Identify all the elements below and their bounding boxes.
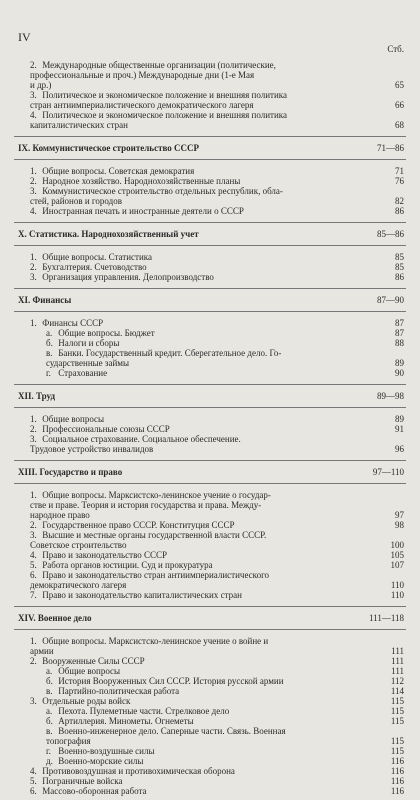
entry-page: 97 [395, 510, 404, 520]
entry-page: 111 [391, 656, 404, 666]
entry-number: 2. [30, 176, 37, 186]
entry-number: в. [46, 348, 53, 358]
section-title: XII. Труд [18, 391, 56, 401]
entry-number: 1. [30, 166, 37, 176]
entry-text: Финансы СССР [42, 318, 104, 328]
entry-number: а. [46, 666, 53, 676]
entry-text: Страхование [58, 368, 108, 378]
toc-entry [30, 490, 406, 520]
entry-number: д. [46, 756, 53, 766]
toc-entry [46, 368, 406, 378]
toc-entry [46, 676, 406, 686]
toc-entry [30, 434, 406, 454]
entry-text: Профессиональные союзы СССР [42, 424, 170, 434]
toc-entry [30, 272, 406, 282]
entry-number: 6. [30, 570, 37, 580]
entry-page: 86 [395, 206, 404, 216]
entry-number: 5. [30, 560, 37, 570]
entry-text: Организация управления. Делопроизводство [42, 272, 214, 282]
section-title: XI. Финансы [18, 295, 72, 305]
toc-entry [46, 328, 406, 338]
entry-text: Пехота. Пулеметные части. Стрелковое дело [58, 706, 230, 716]
entry-text: Общие вопросы. Статистика [42, 252, 153, 262]
entry-number: 2. [30, 424, 37, 434]
entry-number: 2. [30, 262, 37, 272]
section-heading [14, 136, 406, 160]
entry-text: Общие вопросы. Марксистско-ленинское учение о войне и армии [30, 636, 269, 656]
section-title: IX. Коммунистическое строительство СССР [18, 143, 200, 153]
section-pages: 85—86 [377, 229, 404, 239]
toc-entry [46, 716, 406, 726]
entry-text: Государственное право СССР. Конституция СССР [42, 520, 235, 530]
entry-page: 65 [395, 80, 404, 90]
entry-page: 89 [395, 358, 404, 368]
section-pages: 87—90 [377, 295, 404, 305]
entry-page: 115 [390, 706, 404, 716]
entry-page: 85 [395, 252, 404, 262]
entry-text: Противовоздушная и противохимическая оборона [42, 766, 235, 776]
toc-entry [30, 60, 406, 90]
entry-text: Коммунистическое строительство отдельных республик, обла- стей, районов и городов [30, 186, 283, 206]
toc-entry [46, 686, 406, 696]
toc-entry [46, 726, 406, 746]
toc-entry [46, 756, 406, 766]
entry-number: 6. [30, 786, 37, 796]
toc-entry [30, 424, 406, 434]
section-title: X. Статистика. Народнохозяйственный учет [18, 229, 199, 239]
entry-page: 88 [395, 338, 404, 348]
entry-text: Партийно-политическая работа [58, 686, 180, 696]
toc-entry [30, 696, 406, 706]
entry-text: Артиллерия. Минометы. Огнеметы [58, 716, 194, 726]
entry-page: 87 [395, 318, 404, 328]
entry-text: Политическое и экономическое положение и внешняя политика стран антиимпериалистического демократического лагеря [30, 90, 288, 110]
entry-page: 115 [390, 746, 404, 756]
entry-number: г. [46, 746, 51, 756]
entry-number: 7. [30, 590, 37, 600]
entry-page: 105 [390, 550, 404, 560]
entry-number: 1. [30, 252, 37, 262]
entry-number: 4. [30, 766, 37, 776]
entry-text: Налоги и сборы [58, 338, 120, 348]
entry-page: 91 [395, 424, 404, 434]
entry-number: 3. [30, 90, 37, 100]
entry-text: Общие вопросы. Марксистско-ленинское учение о государ- стве и праве. Теория и история государства и права. Между- народное право [30, 490, 271, 520]
entry-page: 116 [390, 786, 404, 796]
entry-page: 76 [395, 176, 404, 186]
entry-number: 3. [30, 530, 37, 540]
toc-entry [30, 206, 406, 216]
entry-number: 5. [30, 776, 37, 786]
entry-text: История Вооруженных Сил СССР. История русской армии [58, 676, 284, 686]
entry-number: 3. [30, 434, 37, 444]
entry-page: 82 [395, 196, 404, 206]
toc-entry [30, 766, 406, 776]
toc-entry [46, 348, 406, 368]
entry-number: 4. [30, 550, 37, 560]
entry-number: а. [46, 328, 53, 338]
entry-page: 90 [395, 368, 404, 378]
entry-text: Банки. Государственный кредит. Сберегательное дело. Го- сударственные займы [46, 348, 282, 368]
section-pages: 71—86 [377, 143, 404, 153]
toc-entry [30, 550, 406, 560]
toc-entry [30, 90, 406, 110]
section-heading [14, 222, 406, 246]
entry-page: 107 [390, 560, 404, 570]
section-title: XIV. Военное дело [18, 613, 92, 623]
entry-page: 110 [390, 580, 404, 590]
entry-page: 89 [395, 414, 404, 424]
entry-text: Общие вопросы [42, 414, 105, 424]
entry-number: 2. [30, 656, 37, 666]
entry-number: а. [46, 706, 53, 716]
page-number-roman: IV [18, 30, 31, 44]
entry-number: в. [46, 726, 53, 736]
entry-text: Общие вопросы [58, 666, 121, 676]
entry-page: 111 [391, 666, 404, 676]
toc-entry [46, 338, 406, 348]
entry-text: Политическое и экономическое положение и внешняя политика капиталистических стран [30, 110, 288, 130]
toc-entry [30, 570, 406, 590]
entry-text: Общие вопросы. Советская демократия [42, 166, 195, 176]
entry-page: 116 [390, 776, 404, 786]
entry-page: 110 [390, 590, 404, 600]
entry-page: 98 [395, 520, 404, 530]
section-pages: 89—98 [377, 391, 404, 401]
entry-text: Народное хозяйство. Народнохозяйственные планы [42, 176, 241, 186]
entry-number: 1. [30, 318, 37, 328]
entry-text: Отдельные роды войск [42, 696, 131, 706]
toc-entry [30, 318, 406, 328]
entry-page: 96 [395, 444, 404, 454]
entry-number: 1. [30, 490, 37, 500]
section-heading [14, 606, 406, 630]
entry-text: Международные общественные организации (политические, профессиональные и проч.) Международные дни (1-е Мая и др.) [30, 60, 276, 90]
entry-text: Военно-воздушные силы [58, 746, 155, 756]
entry-page: 87 [395, 328, 404, 338]
table-of-contents [14, 60, 406, 796]
entry-number: б. [46, 716, 53, 726]
toc-entry [30, 776, 406, 786]
toc-entry [30, 252, 406, 262]
toc-entry [30, 636, 406, 656]
entry-text: Право и законодательство капиталистических стран [42, 590, 242, 600]
entry-page: 115 [390, 696, 404, 706]
section-heading [14, 288, 406, 312]
entry-number: 1. [30, 414, 37, 424]
toc-entry [46, 746, 406, 756]
entry-number: 4. [30, 110, 37, 120]
entry-number: б. [46, 338, 53, 348]
section-pages: 111—118 [369, 613, 404, 623]
toc-entry [30, 656, 406, 666]
entry-number: г. [46, 368, 51, 378]
entry-page: 100 [390, 540, 404, 550]
section-heading [14, 384, 406, 408]
entry-number: в. [46, 686, 53, 696]
toc-entry [30, 166, 406, 176]
entry-page: 71 [395, 166, 404, 176]
entry-number: б. [46, 676, 53, 686]
toc-entry [30, 110, 406, 130]
entry-page: 116 [390, 766, 404, 776]
entry-page: 115 [390, 716, 404, 726]
entry-page: 116 [390, 756, 404, 766]
entry-number: 3. [30, 696, 37, 706]
entry-text: Право и законодательство СССР [42, 550, 168, 560]
entry-number: 3. [30, 272, 37, 282]
toc-entry [30, 520, 406, 530]
section-heading [14, 460, 406, 484]
entry-text: Бухгалтерия. Счетоводство [42, 262, 147, 272]
entry-number: 2. [30, 60, 37, 70]
toc-entry [30, 186, 406, 206]
entry-text: Военно-инженерное дело. Саперные части. Связь. Военная топография [46, 726, 286, 746]
toc-entry [30, 176, 406, 186]
entry-text: Право и законодательство стран антиимпериалистического демократического лагеря [30, 570, 270, 590]
entry-page: 112 [390, 676, 404, 686]
entry-text: Пограничные войска [42, 776, 123, 786]
entry-text: Высшие и местные органы государственной власти СССР. Советское строительство [30, 530, 267, 550]
entry-page: 66 [395, 100, 404, 110]
section-pages: 97—110 [372, 467, 404, 477]
entry-text: Военно-морские силы [58, 756, 144, 766]
entry-number: 3. [30, 186, 37, 196]
pages-column-label: Стб. [387, 44, 404, 54]
toc-entry [30, 530, 406, 550]
entry-text: Работа органов юстиции. Суд и прокуратура [42, 560, 213, 570]
toc-entry [30, 262, 406, 272]
entry-number: 2. [30, 520, 37, 530]
entry-page: 86 [395, 272, 404, 282]
entry-text: Общие вопросы. Бюджет [58, 328, 155, 338]
toc-entry [30, 560, 406, 570]
toc-entry [30, 414, 406, 424]
toc-entry [30, 590, 406, 600]
entry-text: Массово-оборонная работа [42, 786, 147, 796]
entry-page: 85 [395, 262, 404, 272]
entry-page: 114 [390, 686, 404, 696]
toc-entry [46, 706, 406, 716]
entry-text: Иностранная печать и иностранные деятели о СССР [42, 206, 244, 216]
entry-text: Вооруженные Силы СССР [42, 656, 145, 666]
entry-page: 111 [391, 646, 404, 656]
entry-page: 68 [395, 120, 404, 130]
entry-number: 1. [30, 636, 37, 646]
toc-entry [30, 786, 406, 796]
section-title: XIII. Государство и право [18, 467, 123, 477]
entry-page: 115 [390, 736, 404, 746]
toc-entry [46, 666, 406, 676]
entry-text: Социальное страхование. Социальное обеспечение. Трудовое устройство инвалидов [30, 434, 241, 454]
entry-number: 4. [30, 206, 37, 216]
